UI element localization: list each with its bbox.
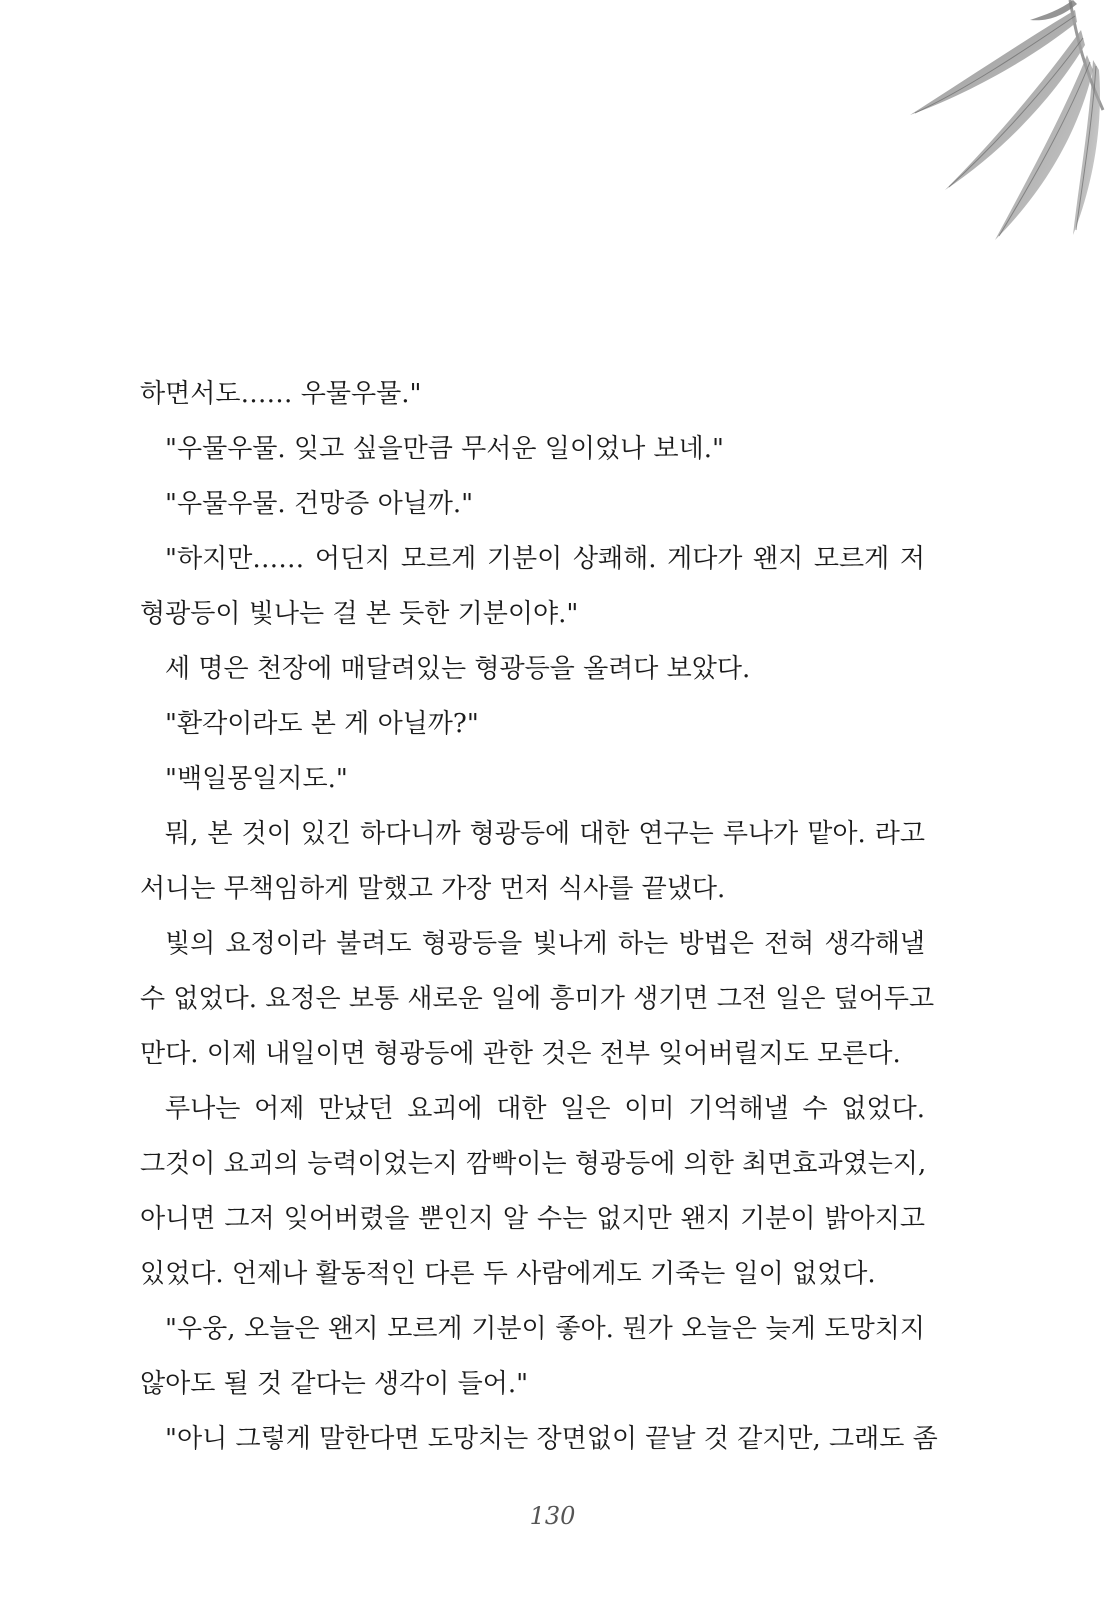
text-line: "우물우물. 잊고 싶을만큼 무서운 일이었나 보네." xyxy=(165,434,724,464)
body-text xyxy=(140,372,938,1472)
text-line: 형광등이 빛나는 걸 본 듯한 기분이야." xyxy=(140,599,579,629)
text-line: 빛의 요정이라 불려도 형광등을 빛나게 하는 방법은 전혀 생각해낼 xyxy=(165,929,925,959)
text-line: 뭐, 본 것이 있긴 하다니까 형광등에 대한 연구는 루나가 맡아. 라고 xyxy=(165,819,925,849)
bamboo-leaves-icon xyxy=(845,0,1105,260)
text-line: 수 없었다. 요정은 보통 새로운 일에 흥미가 생기면 그전 일은 덮어두고 xyxy=(140,984,935,1014)
page-number: 130 xyxy=(529,1502,576,1530)
text-line: 루나는 어제 만났던 요괴에 대한 일은 이미 기억해낼 수 없었다. xyxy=(165,1094,925,1124)
text-line: 서니는 무책임하게 말했고 가장 먼저 식사를 끝냈다. xyxy=(140,874,726,904)
text-line: "환각이라도 본 게 아닐까?" xyxy=(165,709,479,739)
text-line: 않아도 될 것 같다는 생각이 들어." xyxy=(140,1369,529,1399)
text-line: 세 명은 천장에 매달려있는 형광등을 올려다 보았다. xyxy=(165,654,751,684)
text-line: 아니면 그저 잊어버렸을 뿐인지 알 수는 없지만 왠지 기분이 밝아지고 xyxy=(140,1204,925,1234)
text-line: "아니 그렇게 말한다면 도망치는 장면없이 끝날 것 같지만, 그래도 좀 xyxy=(165,1424,938,1454)
text-line: "우웅, 오늘은 왠지 모르게 기분이 좋아. 뭔가 오늘은 늦게 도망치지 xyxy=(165,1314,925,1344)
text-line: 하면서도…… 우물우물." xyxy=(140,379,422,409)
text-line: "백일몽일지도." xyxy=(165,764,348,794)
text-line: 만다. 이제 내일이면 형광등에 관한 것은 전부 잊어버릴지도 모른다. xyxy=(140,1039,901,1069)
text-line: 있었다. 언제나 활동적인 다른 두 사람에게도 기죽는 일이 없었다. xyxy=(140,1259,876,1289)
text-line: "하지만…… 어딘지 모르게 기분이 상쾌해. 게다가 왠지 모르게 저 xyxy=(165,544,925,574)
text-line: 그것이 요괴의 능력이었는지 깜빡이는 형광등에 의한 최면효과였는지, xyxy=(140,1149,927,1179)
text-line: "우물우물. 건망증 아닐까." xyxy=(165,489,474,519)
